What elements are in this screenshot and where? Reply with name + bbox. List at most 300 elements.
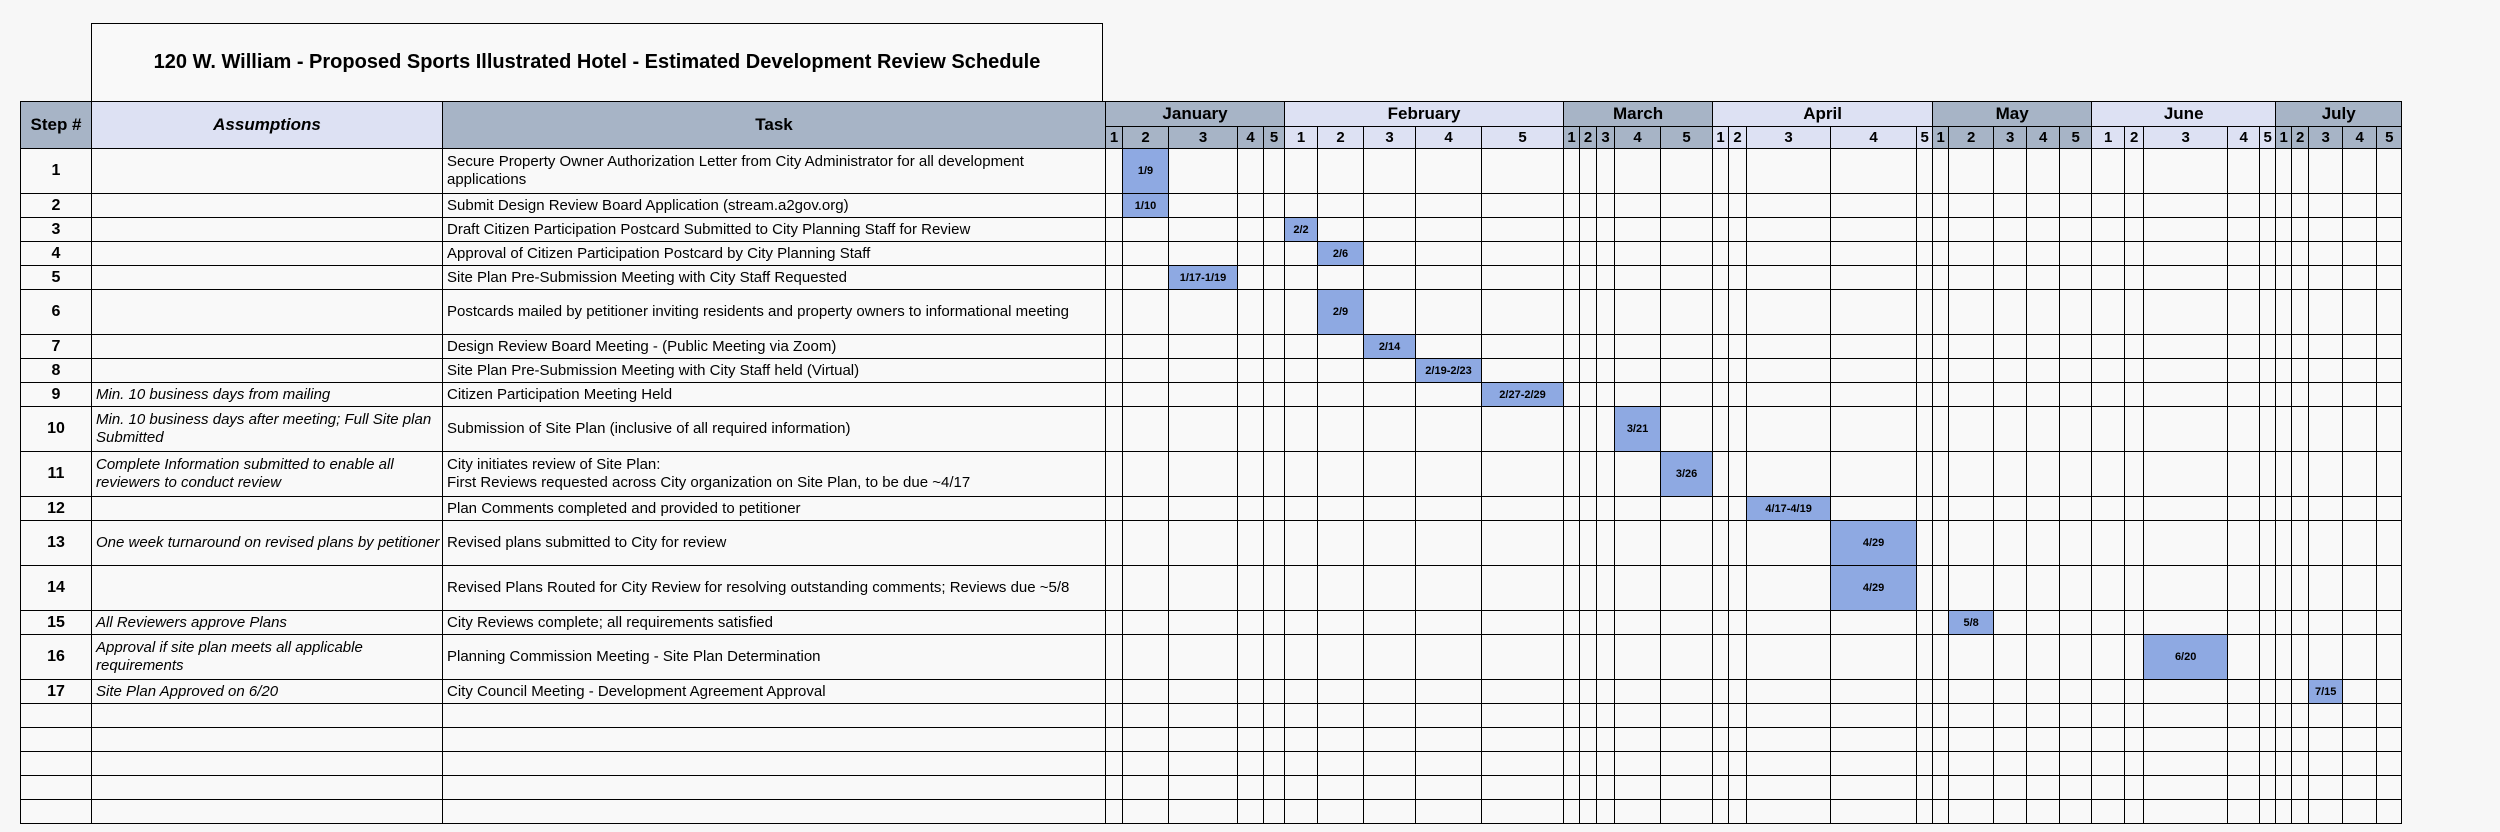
week-cell	[2092, 611, 2125, 635]
week-cell	[2092, 452, 2125, 497]
week-cell	[1917, 335, 1933, 359]
week-cell	[1747, 704, 1831, 728]
week-cell	[1238, 242, 1264, 266]
week-cell	[2292, 383, 2309, 407]
week-cell	[2260, 149, 2276, 194]
week-cell	[2125, 728, 2144, 752]
week-cell	[1580, 335, 1597, 359]
week-cell	[2125, 521, 2144, 566]
week-cell	[1933, 776, 1949, 800]
week-cell	[1264, 566, 1285, 611]
week-cell	[1597, 290, 1615, 335]
schedule-table	[20, 101, 2402, 824]
week-cell	[2125, 407, 2144, 452]
week-cell	[1729, 611, 1747, 635]
week-cell	[1661, 728, 1713, 752]
week-cell	[1917, 452, 1933, 497]
week-cell	[2343, 566, 2377, 611]
week-cell	[1564, 497, 1580, 521]
week-cell	[1831, 359, 1917, 383]
week-cell	[1729, 566, 1747, 611]
assumption-cell: All Reviewers approve Plans	[92, 611, 443, 635]
week-cell	[2260, 752, 2276, 776]
week-header: 2	[1123, 127, 1169, 149]
week-cell	[1416, 704, 1482, 728]
week-cell	[2292, 359, 2309, 383]
week-cell	[1994, 776, 2027, 800]
week-cell	[1564, 635, 1580, 680]
assumption-cell	[92, 704, 443, 728]
week-cell	[2343, 635, 2377, 680]
week-cell	[2377, 680, 2402, 704]
week-cell	[2343, 383, 2377, 407]
week-cell	[1729, 359, 1747, 383]
week-cell	[1917, 290, 1933, 335]
week-cell	[1106, 611, 1123, 635]
week-cell	[1123, 335, 1169, 359]
week-cell	[1285, 776, 1318, 800]
week-cell	[2309, 335, 2343, 359]
week-cell	[1661, 680, 1713, 704]
week-cell	[2343, 611, 2377, 635]
week-cell	[1597, 680, 1615, 704]
week-cell	[2228, 407, 2260, 452]
month-header: April	[1713, 102, 1933, 127]
week-cell	[1917, 704, 1933, 728]
week-header: 1	[2276, 127, 2292, 149]
table-row	[21, 335, 2402, 359]
step-number	[21, 728, 92, 752]
week-cell	[1831, 635, 1917, 680]
week-cell	[1917, 800, 1933, 824]
week-cell	[1831, 497, 1917, 521]
week-cell	[1364, 149, 1416, 194]
assumption-cell: One week turnaround on revised plans by petitioner	[92, 521, 443, 566]
week-cell	[1238, 776, 1264, 800]
week-cell	[1416, 407, 1482, 452]
week-cell	[1169, 194, 1238, 218]
week-cell	[1364, 290, 1416, 335]
week-cell	[2060, 776, 2092, 800]
week-cell	[1580, 776, 1597, 800]
step-number: 15	[21, 611, 92, 635]
week-cell	[1831, 266, 1917, 290]
task-cell: Revised Plans Routed for City Review for resolving outstanding comments; Reviews due ~5/8	[443, 566, 1106, 611]
week-cell	[1949, 335, 1994, 359]
week-cell	[2309, 635, 2343, 680]
week-cell	[2125, 383, 2144, 407]
task-cell: Revised plans submitted to City for review	[443, 521, 1106, 566]
week-cell	[2377, 218, 2402, 242]
week-header: 3	[1169, 127, 1238, 149]
week-cell	[1416, 800, 1482, 824]
week-cell	[1713, 149, 1729, 194]
task-cell: Citizen Participation Meeting Held	[443, 383, 1106, 407]
week-cell	[1615, 383, 1661, 407]
week-cell	[1917, 266, 1933, 290]
week-cell	[1615, 452, 1661, 497]
week-header: 3	[1747, 127, 1831, 149]
week-cell	[1482, 218, 1564, 242]
step-number: 12	[21, 497, 92, 521]
assumption-cell	[92, 266, 443, 290]
week-cell	[2144, 218, 2228, 242]
step-number: 11	[21, 452, 92, 497]
week-cell	[1264, 521, 1285, 566]
week-cell	[1264, 680, 1285, 704]
week-cell	[2092, 566, 2125, 611]
week-cell	[2377, 800, 2402, 824]
week-cell	[1994, 521, 2027, 566]
week-cell	[1264, 752, 1285, 776]
week-cell	[2027, 194, 2060, 218]
week-cell	[1615, 242, 1661, 266]
week-cell	[1917, 218, 1933, 242]
week-cell	[2343, 776, 2377, 800]
week-header: 5	[2377, 127, 2402, 149]
week-cell	[1169, 752, 1238, 776]
week-cell	[2125, 149, 2144, 194]
week-cell	[1933, 635, 1949, 680]
week-cell	[1106, 290, 1123, 335]
week-cell	[2343, 497, 2377, 521]
step-number: 16	[21, 635, 92, 680]
week-cell	[2343, 407, 2377, 452]
week-cell	[2125, 359, 2144, 383]
schedule-bar: 2/27-2/29	[1482, 383, 1564, 407]
week-cell	[1729, 335, 1747, 359]
week-cell	[1661, 242, 1713, 266]
week-cell	[1285, 800, 1318, 824]
week-cell	[1994, 290, 2027, 335]
week-header: 4	[1615, 127, 1661, 149]
table-row	[21, 266, 2402, 290]
week-cell	[1106, 521, 1123, 566]
week-cell	[2228, 359, 2260, 383]
week-cell	[1285, 752, 1318, 776]
table-header	[21, 102, 2402, 149]
week-cell	[2343, 680, 2377, 704]
week-cell	[2260, 800, 2276, 824]
week-cell	[1106, 728, 1123, 752]
assumption-cell: Min. 10 business days from mailing	[92, 383, 443, 407]
week-cell	[1729, 752, 1747, 776]
task-header: Task	[443, 102, 1106, 149]
week-cell	[1729, 149, 1747, 194]
week-cell	[2144, 566, 2228, 611]
week-cell	[1933, 680, 1949, 704]
week-cell	[2027, 359, 2060, 383]
week-cell	[2228, 752, 2260, 776]
week-cell	[1106, 704, 1123, 728]
week-cell	[1831, 335, 1917, 359]
week-cell	[1106, 359, 1123, 383]
week-cell	[2228, 521, 2260, 566]
week-cell	[1831, 752, 1917, 776]
week-cell	[1416, 728, 1482, 752]
week-cell	[1949, 800, 1994, 824]
week-cell	[1364, 776, 1416, 800]
week-cell	[2276, 704, 2292, 728]
week-cell	[2260, 611, 2276, 635]
week-cell	[1416, 266, 1482, 290]
week-cell	[2092, 149, 2125, 194]
week-cell	[2125, 452, 2144, 497]
week-cell	[1238, 800, 1264, 824]
week-cell	[1238, 752, 1264, 776]
week-cell	[1482, 335, 1564, 359]
week-cell	[2260, 776, 2276, 800]
week-cell	[1264, 383, 1285, 407]
week-cell	[2260, 497, 2276, 521]
week-cell	[2276, 194, 2292, 218]
step-number: 7	[21, 335, 92, 359]
week-cell	[1238, 383, 1264, 407]
week-cell	[1661, 566, 1713, 611]
week-cell	[2060, 800, 2092, 824]
week-cell	[1318, 497, 1364, 521]
week-cell	[1933, 566, 1949, 611]
week-cell	[1713, 335, 1729, 359]
week-cell	[1318, 800, 1364, 824]
week-cell	[1564, 383, 1580, 407]
week-cell	[2125, 266, 2144, 290]
week-cell	[2060, 359, 2092, 383]
week-cell	[1318, 566, 1364, 611]
week-cell	[2060, 266, 2092, 290]
week-cell	[1615, 359, 1661, 383]
week-cell	[1994, 149, 2027, 194]
week-cell	[1264, 407, 1285, 452]
week-cell	[1713, 800, 1729, 824]
week-cell	[2060, 218, 2092, 242]
week-cell	[1169, 635, 1238, 680]
week-cell	[2309, 611, 2343, 635]
week-header: 1	[1933, 127, 1949, 149]
week-cell	[1747, 452, 1831, 497]
week-cell	[2027, 335, 2060, 359]
week-cell	[1123, 383, 1169, 407]
week-cell	[2276, 635, 2292, 680]
week-cell	[2377, 728, 2402, 752]
week-cell	[1416, 218, 1482, 242]
week-cell	[2228, 800, 2260, 824]
week-cell	[1106, 680, 1123, 704]
week-cell	[2276, 680, 2292, 704]
week-cell	[1917, 611, 1933, 635]
week-cell	[1580, 680, 1597, 704]
week-cell	[1729, 290, 1747, 335]
task-cell	[443, 752, 1106, 776]
week-cell	[2228, 635, 2260, 680]
week-cell	[1564, 611, 1580, 635]
week-cell	[1285, 266, 1318, 290]
week-cell	[1416, 566, 1482, 611]
week-cell	[2292, 335, 2309, 359]
assumption-cell: Approval if site plan meets all applicable requirements	[92, 635, 443, 680]
assumption-cell	[92, 242, 443, 266]
week-cell	[1747, 566, 1831, 611]
week-cell	[1416, 149, 1482, 194]
week-cell	[2309, 149, 2343, 194]
week-cell	[2260, 335, 2276, 359]
week-cell	[1831, 149, 1917, 194]
week-cell	[1597, 218, 1615, 242]
week-cell	[1729, 452, 1747, 497]
week-cell	[2125, 218, 2144, 242]
week-cell	[1318, 359, 1364, 383]
week-cell	[2144, 752, 2228, 776]
week-cell	[1713, 242, 1729, 266]
week-cell	[1318, 611, 1364, 635]
week-cell	[1364, 266, 1416, 290]
week-cell	[1364, 383, 1416, 407]
week-cell	[1661, 218, 1713, 242]
week-cell	[1949, 776, 1994, 800]
week-cell	[2092, 266, 2125, 290]
week-cell	[1597, 335, 1615, 359]
week-cell	[2276, 407, 2292, 452]
week-cell	[2125, 335, 2144, 359]
week-cell	[2309, 290, 2343, 335]
week-cell	[1933, 752, 1949, 776]
week-cell	[1364, 752, 1416, 776]
task-cell: Site Plan Pre-Submission Meeting with City Staff Requested	[443, 266, 1106, 290]
week-cell	[1713, 194, 1729, 218]
week-cell	[2343, 752, 2377, 776]
week-cell	[1729, 497, 1747, 521]
step-number: 2	[21, 194, 92, 218]
week-cell	[1597, 359, 1615, 383]
week-cell	[1238, 728, 1264, 752]
week-cell	[2092, 521, 2125, 566]
week-cell	[2027, 290, 2060, 335]
week-cell	[2228, 383, 2260, 407]
step-number: 17	[21, 680, 92, 704]
week-cell	[1238, 149, 1264, 194]
week-cell	[1580, 407, 1597, 452]
week-cell	[2027, 407, 2060, 452]
week-cell	[1615, 566, 1661, 611]
week-cell	[1285, 359, 1318, 383]
week-cell	[1713, 635, 1729, 680]
week-cell	[1933, 194, 1949, 218]
table-row	[21, 194, 2402, 218]
week-cell	[2228, 704, 2260, 728]
week-cell	[1564, 521, 1580, 566]
week-cell	[2377, 149, 2402, 194]
week-header: 2	[1318, 127, 1364, 149]
week-cell	[2027, 149, 2060, 194]
week-cell	[1285, 728, 1318, 752]
week-cell	[2377, 359, 2402, 383]
week-cell	[1747, 635, 1831, 680]
week-cell	[2309, 194, 2343, 218]
table-row	[21, 218, 2402, 242]
week-cell	[1564, 680, 1580, 704]
week-cell	[1713, 218, 1729, 242]
week-cell	[1364, 218, 1416, 242]
week-header: 5	[1264, 127, 1285, 149]
week-cell	[1917, 680, 1933, 704]
task-cell: City Reviews complete; all requirements satisfied	[443, 611, 1106, 635]
week-cell	[1994, 611, 2027, 635]
table-row	[21, 800, 2402, 824]
week-cell	[2276, 452, 2292, 497]
week-cell	[1264, 800, 1285, 824]
week-cell	[1564, 290, 1580, 335]
week-cell	[1933, 149, 1949, 194]
week-cell	[1123, 521, 1169, 566]
week-cell	[2228, 218, 2260, 242]
week-cell	[2144, 704, 2228, 728]
week-header: 3	[2144, 127, 2228, 149]
week-cell	[1994, 266, 2027, 290]
week-cell	[2092, 290, 2125, 335]
week-cell	[1123, 266, 1169, 290]
week-cell	[1264, 776, 1285, 800]
week-cell	[1238, 335, 1264, 359]
step-number: 4	[21, 242, 92, 266]
week-cell	[1564, 359, 1580, 383]
week-cell	[1994, 497, 2027, 521]
week-cell	[1615, 680, 1661, 704]
week-cell	[2377, 521, 2402, 566]
week-cell	[1661, 149, 1713, 194]
week-cell	[1917, 752, 1933, 776]
week-cell	[1123, 680, 1169, 704]
table-row	[21, 566, 2402, 611]
assumption-cell	[92, 566, 443, 611]
schedule-bar: 7/15	[2309, 680, 2343, 704]
week-cell	[1580, 497, 1597, 521]
week-cell	[2092, 728, 2125, 752]
week-cell	[1615, 290, 1661, 335]
week-cell	[1416, 383, 1482, 407]
month-header: July	[2276, 102, 2402, 127]
schedule-bar: 2/9	[1318, 290, 1364, 335]
week-cell	[2309, 218, 2343, 242]
table-row	[21, 407, 2402, 452]
week-cell	[1416, 680, 1482, 704]
week-cell	[2228, 776, 2260, 800]
table-row	[21, 149, 2402, 194]
week-cell	[1949, 194, 1994, 218]
week-cell	[2276, 776, 2292, 800]
week-cell	[1238, 407, 1264, 452]
week-cell	[1597, 521, 1615, 566]
week-cell	[1416, 242, 1482, 266]
week-cell	[1238, 290, 1264, 335]
week-cell	[2125, 611, 2144, 635]
week-cell	[2292, 266, 2309, 290]
schedule-bar: 6/20	[2144, 635, 2228, 680]
week-header: 1	[1713, 127, 1729, 149]
week-cell	[2125, 635, 2144, 680]
week-cell	[1123, 407, 1169, 452]
week-cell	[2125, 776, 2144, 800]
week-cell	[1285, 611, 1318, 635]
week-cell	[2377, 497, 2402, 521]
week-cell	[2309, 800, 2343, 824]
week-cell	[2092, 383, 2125, 407]
week-cell	[1615, 335, 1661, 359]
week-cell	[1364, 704, 1416, 728]
week-cell	[2260, 704, 2276, 728]
week-cell	[1169, 149, 1238, 194]
week-cell	[1580, 566, 1597, 611]
week-cell	[1831, 704, 1917, 728]
